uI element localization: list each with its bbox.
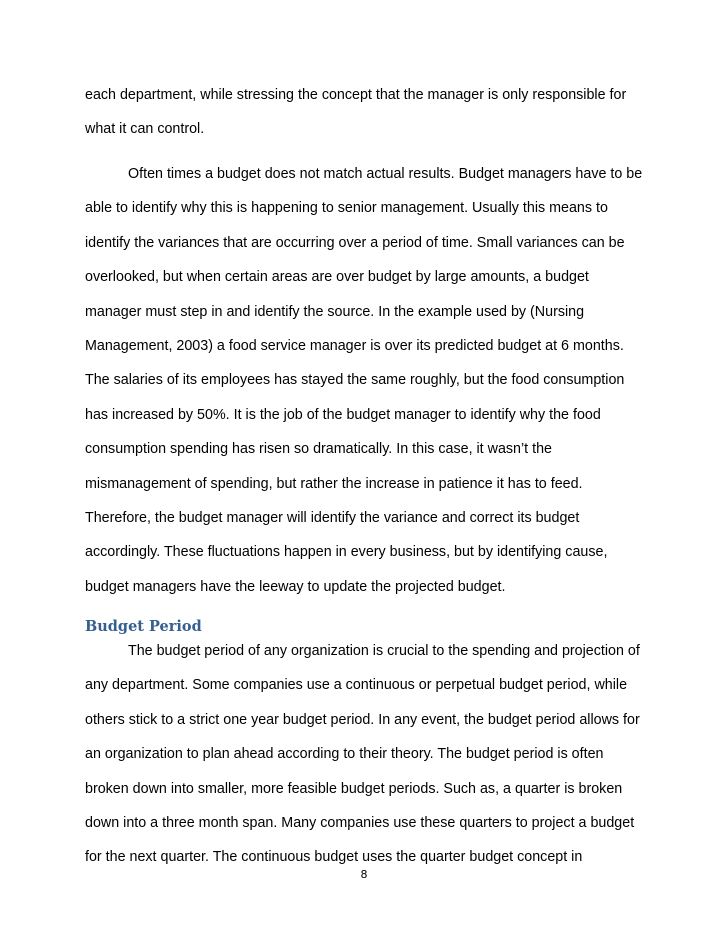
section-heading-budget-period: Budget Period	[85, 618, 202, 635]
paragraph-line: has increased by 50%. It is the job of the budget manager to identify why the food	[85, 406, 601, 423]
paragraph-line: mismanagement of spending, but rather the increase in patience it has to feed.	[85, 475, 583, 492]
paragraph-line: able to identify why this is happening to senior management. Usually this means to	[85, 200, 608, 217]
paragraph-line: Therefore, the budget manager will identify the variance and correct its budget	[85, 509, 580, 526]
paragraph-line: Management, 2003) a food service manager is over its predicted budget at 6 months.	[85, 337, 624, 354]
paragraph-line: accordingly. These fluctuations happen in every business, but by identifying cause,	[85, 544, 608, 561]
paragraph-line: consumption spending has risen so dramatically. In this case, it wasn’t the	[85, 441, 553, 458]
paragraph-line: The salaries of its employees has stayed the same roughly, but the food consumption	[85, 372, 625, 389]
paragraph-line: manager must step in and identify the source. In the example used by (Nursing	[85, 303, 585, 320]
paragraph-line: for the next quarter. The continuous budget uses the quarter budget concept in	[85, 849, 583, 866]
paragraph-line: others stick to a strict one year budget period. In any event, the budget period allows for	[85, 711, 640, 728]
paragraph-line: budget managers have the leeway to update the projected budget.	[85, 578, 506, 595]
continuation-paragraph	[85, 78, 655, 147]
paragraph-line: each department, while stressing the concept that the manager is only responsible for	[85, 87, 627, 103]
paragraph-line: any department. Some companies use a continuous or perpetual budget period, while	[85, 677, 628, 694]
paragraph-line: Often times a budget does not match actual results. Budget managers have to be	[128, 166, 643, 182]
budget-period-paragraph	[85, 634, 655, 875]
paragraph-line: identify the variances that are occurring over a period of time. Small variances can be	[85, 234, 625, 251]
paragraph-line: an organization to plan ahead according to their theory. The budget period is often	[85, 746, 604, 763]
page-number: 8	[360, 868, 368, 881]
paragraph-line: overlooked, but when certain areas are over budget by large amounts, a budget	[85, 269, 589, 286]
paragraph-line: down into a three month span. Many companies use these quarters to project a budget	[85, 814, 635, 831]
paragraph-line: broken down into smaller, more feasible budget periods. Such as, a quarter is broken	[85, 780, 623, 797]
paragraph-line: what it can control.	[85, 121, 205, 138]
paragraph-line: The budget period of any organization is crucial to the spending and projection of	[128, 643, 640, 659]
variance-paragraph	[85, 157, 655, 604]
